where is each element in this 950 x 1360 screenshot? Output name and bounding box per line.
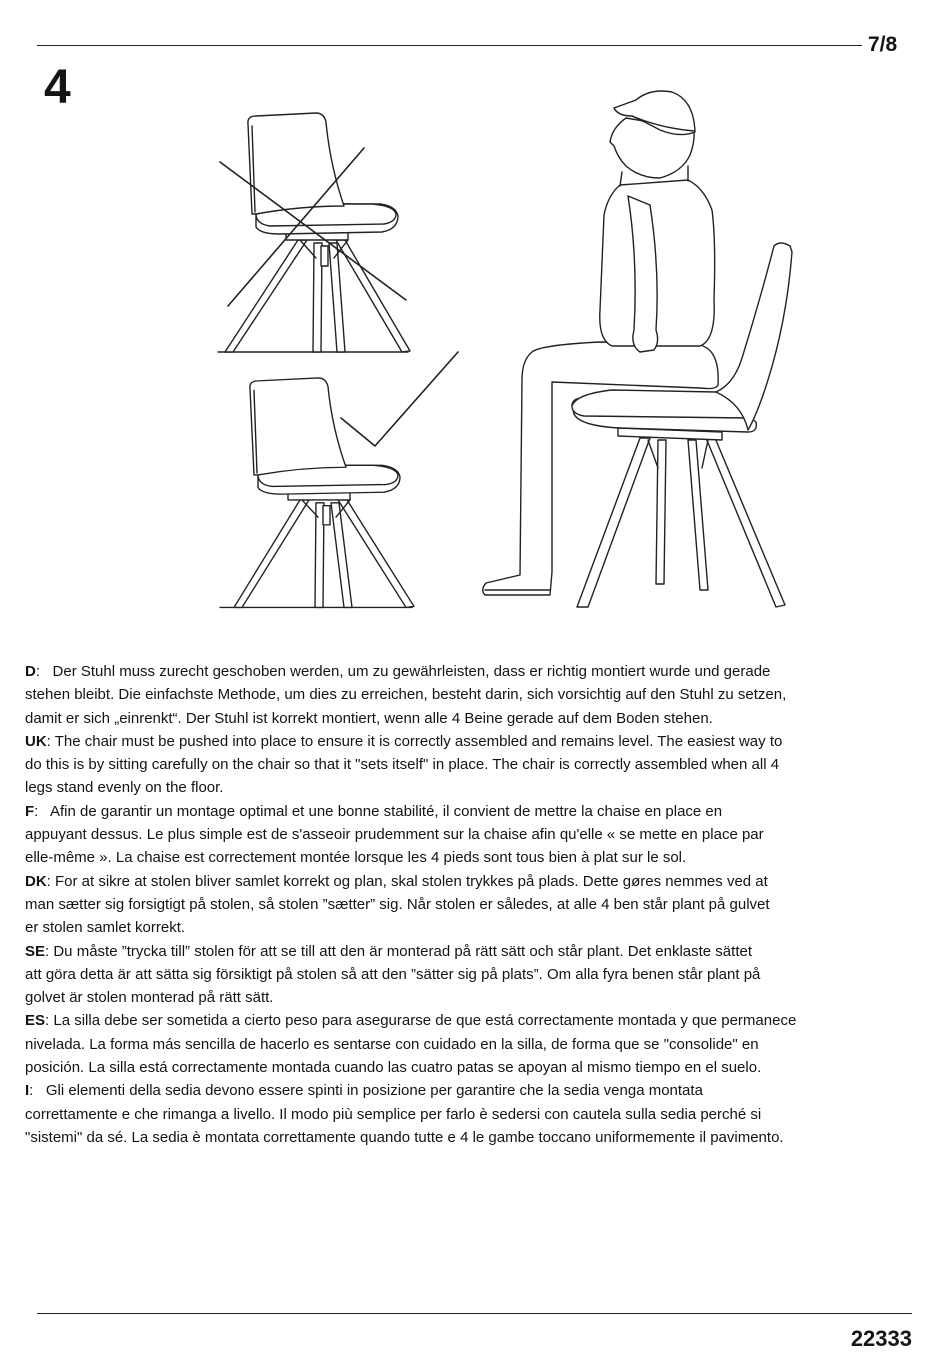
chair-incorrect-illustration [218, 113, 410, 352]
footer-rule [37, 1313, 912, 1314]
text-line: elle-même ». La chaise est correctement montée lorsque les 4 pieds sont tous bien à plat sur le sol. [25, 849, 687, 867]
language-code: ES [25, 1012, 46, 1030]
chair-leg [331, 503, 352, 608]
text-line: UK: The chair must be pushed into place to ensure it is correctly assembled and remains level. The easiest way to [25, 732, 783, 750]
chair-leg [234, 500, 309, 608]
instruction-text [25, 660, 925, 1149]
text-line: F: Afin de garantir un montage optimal et une bonne stabilité, il convient de mettre la chaise en place en [25, 802, 723, 820]
language-code: UK [25, 732, 47, 750]
chair-leg [688, 440, 708, 590]
instruction-paragraph-f [25, 800, 925, 870]
text-line: damit er sich „einrenkt“. Der Stuhl ist korrekt montiert, wenn alle 4 Beine gerade auf dem Boden stehen. [25, 709, 713, 727]
chair-leg [577, 438, 650, 607]
text-line: "sistemi" da sé. La sedia è montata correttamente quando tutte e 4 le gambe toccano uniformemente il pavimento. [25, 1128, 784, 1146]
chair-leg [656, 440, 666, 584]
text-line: golvet är stolen monterad på rätt sätt. [25, 989, 274, 1007]
text-line: ES: La silla debe ser sometida a cierto peso para asegurarse de que está correctamente montada y que permanece [25, 1012, 797, 1030]
text-line: SE: Du måste ”trycka till” stolen för att se till att den är monterad på rätt sätt och står plant. Det enklaste sättet [25, 942, 752, 960]
instruction-paragraph-uk [25, 730, 925, 800]
chair-leg [706, 438, 785, 607]
language-code: DK [25, 872, 47, 890]
step-number: 4 [44, 61, 71, 114]
leg-bracket [321, 246, 328, 266]
leg-brace [648, 440, 708, 468]
instruction-paragraph-dk [25, 870, 925, 940]
chair-backrest [250, 378, 346, 475]
leg-bracket [323, 506, 330, 525]
text-line: nivelada. La forma más sencilla de hacerlo es sentarse con cuidado en la silla, de forma que se "consolide" en [25, 1035, 759, 1053]
text-line: correttamente e che rimanga a livello. Il modo più semplice per farlo è sedersi con cautela sulla sedia perché si [25, 1105, 762, 1123]
instruction-paragraph-i [25, 1079, 925, 1149]
chair-backrest [248, 113, 344, 214]
product-code: 22333 [850, 1326, 912, 1351]
language-code: D [25, 663, 36, 680]
text-line: do this is by sitting carefully on the chair so that it "sets itself" in place. The chair is correctly assembled when all 4 [25, 756, 780, 774]
text-line: posición. La silla está correctamente montada cuando las cuatro patas se apoyan al mismo tiempo en el suelo. [25, 1059, 762, 1077]
text-line: man sætter sig forsigtigt på stolen, så stolen ”sætter” sig. Når stolen er således, at alle 4 ben står plant på gulvet [25, 895, 770, 913]
text-line: att göra detta är att sätta sig försiktigt på stolen så att den ”sätter sig på plats”. Om alla fyra benen står plant på [25, 965, 761, 983]
text-line: stehen bleibt. Die einfachste Methode, um dies zu erreichen, besteht darin, sich vorsichtig auf den Stuhl zu setzen, [25, 686, 787, 704]
chair-leg [329, 243, 345, 352]
language-code: SE [25, 942, 46, 960]
language-code: I [25, 1082, 30, 1100]
text-line: appuyant dessus. Le plus simple est de s'asseoir prudemment sur la chaise afin qu'elle « se mette en place par [25, 826, 764, 844]
assembly-illustrations [0, 0, 950, 620]
text-line: D: Der Stuhl muss zurecht geschoben werden, um zu gewährleisten, dass er richtig montiert wurde und gerade [25, 663, 771, 680]
text-line: DK: For at sikre at stolen bliver samlet korrekt og plan, skal stolen trykkes på plads. Dette gøres nemmes ved at [25, 872, 768, 890]
instruction-paragraph-es [25, 1009, 925, 1079]
language-code: F [25, 802, 35, 820]
person-sitting-illustration [483, 91, 792, 607]
instruction-paragraph-d [25, 660, 925, 730]
page-number: 7/8 [868, 33, 898, 56]
text-line: legs stand evenly on the floor. [25, 779, 224, 797]
text-line: er stolen samlet korrekt. [25, 919, 186, 937]
check-mark-icon [341, 352, 458, 446]
instruction-paragraph-se [25, 940, 925, 1010]
text-line: I: Gli elementi della sedia devono essere spinti in posizione per garantire che la sedia venga montata [25, 1082, 703, 1100]
chair-correct-illustration [220, 378, 414, 607]
